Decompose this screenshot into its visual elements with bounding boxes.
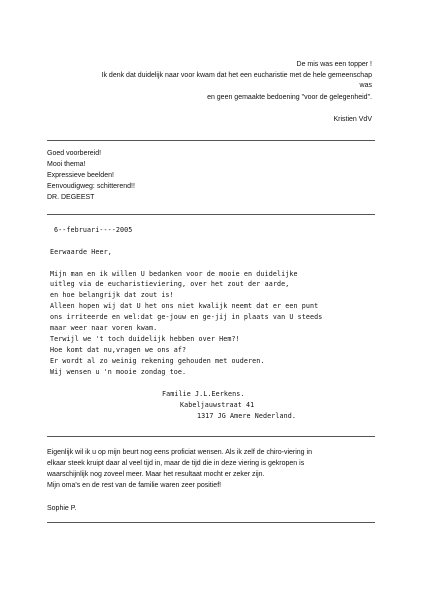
section3-body-9: Er wordt al zo weinig rekening gehouden met ouderen. <box>50 357 265 365</box>
section2-line-2: Mooi thema! <box>47 161 86 168</box>
address-line-3: 1317 JG Amere Nederland. <box>197 412 297 420</box>
section3-body-7: Terwijl we 't toch duidelijk hebben over Hem?! <box>50 335 240 343</box>
section4-line-4: Mijn oma's en de rest van de familie waren zeer positief! <box>47 482 222 489</box>
section1-signature: Kristien VdV <box>333 116 372 123</box>
section3-body-5: ons irriteerde en wel:dat ge-jouw en ge-jij in plaats van U steeds <box>50 313 323 321</box>
section1-line-3: was <box>359 82 372 89</box>
section3-greeting: Eerwaarde Heer, <box>50 248 112 256</box>
section2-line-5: DR. DEGEEST <box>47 194 95 201</box>
divider-2 <box>47 214 375 215</box>
section1-line-4: en geen gemaakte bedoening "voor de gelegenheid". <box>207 94 372 101</box>
section2-line-4: Eenvoudigweg: schitterend!! <box>47 183 135 190</box>
section3-body-10: Wij wensen u 'n mooie zondag toe. <box>50 368 187 376</box>
section3-date: 6--februari----2005 <box>54 226 133 234</box>
section4-line-1: Eigenlijk wil ik u op mijn beurt nog eens proficiat wensen. Als ik zelf de chiro-viering in <box>47 449 312 456</box>
divider-1 <box>47 140 375 141</box>
section3-body-1: Mijn man en ik willen U bedanken voor de mooie en duidelijke <box>50 270 298 278</box>
section1-line-2: Ik denk dat duidelijk naar voor kwam dat het een eucharistie met de hele gemeenschap <box>101 72 372 79</box>
section3-body-3: en hoe belangrijk dat zout is! <box>50 291 174 299</box>
section3-body-2: uitleg via de eucharistieviering, over het zout der aarde, <box>50 280 290 288</box>
section2-line-1: Goed voorbereid! <box>47 150 102 157</box>
address-line-1: Familie J.L.Eerkens. <box>162 390 245 398</box>
section4-line-2: elkaar steek kruipt daar al veel tijd in, maar de tijd die in deze viering is gekropen is <box>47 460 305 467</box>
section1-line-1: De mis was een topper ! <box>296 61 372 68</box>
section4-signature: Sophie P. <box>47 505 77 512</box>
divider-3 <box>47 436 375 437</box>
section4-line-3: waarschijnlijk nog zoveel meer. Maar het resultaat mocht er zeker zijn. <box>47 471 265 478</box>
section3-body-8: Hoe komt dat nu,vragen we ons af? <box>50 346 187 354</box>
divider-4 <box>47 522 375 523</box>
address-line-2: Kabeljauwstraat 41 <box>180 401 255 409</box>
section2-line-3: Expressieve beelden! <box>47 172 114 179</box>
section3-body-4: Alleen hopen wij dat U het ons niet kwalijk neemt dat er een punt <box>50 302 319 310</box>
section3-body-6: maar weer naar voren kwam. <box>50 324 158 332</box>
